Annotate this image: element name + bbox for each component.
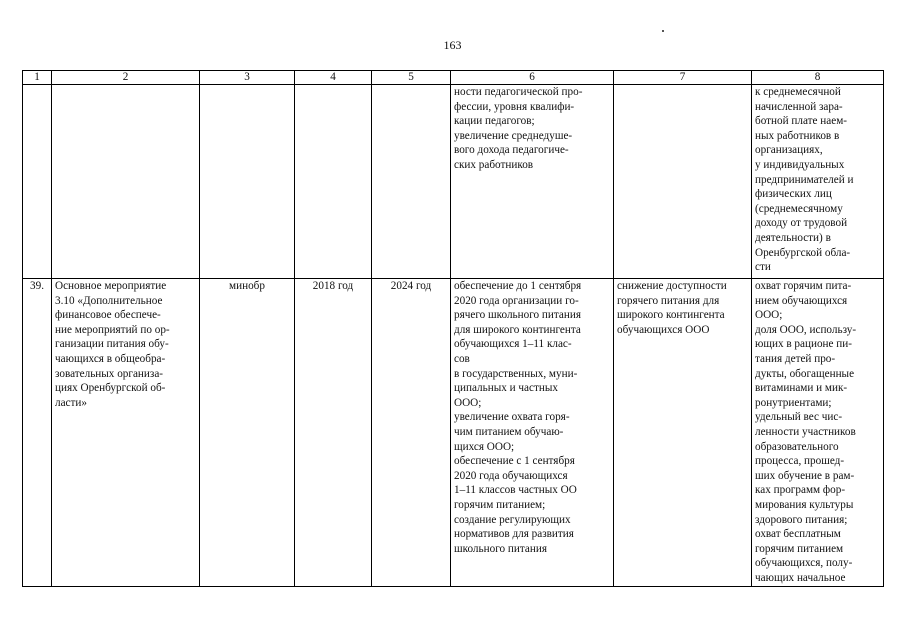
column-number: 1 [23, 71, 52, 85]
column-number: 2 [52, 71, 200, 85]
end-year: 2024 год [372, 279, 451, 587]
row-number [23, 85, 52, 279]
expected-result: обеспечение до 1 сентября 2020 года организации го- рячего школьного питания для широкого контингента обучающихся 1–11 клас- сов в государственных, муни- ципальных и частных ООО; увеличение охвата горя- чим питанием обучаю- щихся ООО; обеспечение с 1 сентября 2020 года обучающихся 1–11 классов частных ОО горячим питанием; создание регулирующих нормативов для развития школьного питания [451, 279, 614, 587]
table-row [23, 279, 884, 587]
column-number: 6 [451, 71, 614, 85]
start-year [295, 85, 372, 279]
end-year [372, 85, 451, 279]
scan-speck [662, 30, 664, 32]
column-number-row [23, 71, 884, 85]
non-implementation-consequence [614, 85, 752, 279]
non-implementation-consequence: снижение доступности горячего питания для широкого контингента обучающихся ООО [614, 279, 752, 587]
table-row [23, 85, 884, 279]
column-number: 5 [372, 71, 451, 85]
measures-table [22, 70, 884, 587]
measure-name: Основное мероприятие 3.10 «Дополнительное финансовое обеспече- ние мероприятий по ор- ганизации питания обу- чающихся в общеобра- зовательных организа- циях Оренбургской об- ласти» [52, 279, 200, 587]
related-indicator: к среднемесячной начисленной зара- ботной плате наем- ных работников в организациях, у индивидуальных предпринимателей и физических лиц (среднемесячному доходу от трудовой деятельности) в Оренбургской обла- сти [752, 85, 884, 279]
column-number: 4 [295, 71, 372, 85]
executor [200, 85, 295, 279]
measure-name [52, 85, 200, 279]
start-year: 2018 год [295, 279, 372, 587]
related-indicator: охват горячим пита- нием обучающихся ООО; доля ООО, использу- ющих в рационе пи- тания детей про- дукты, обогащенные витаминами и мик- ронутриентами; удельный вес чис- ленности участников образовательного процесса, прошед- ших обучение в рам- ках программ фор- мирования культуры здорового питания; охват бесплатным горячим питанием обучающихся, полу- чающих начальное [752, 279, 884, 587]
page-number: 163 [443, 38, 462, 52]
column-number: 3 [200, 71, 295, 85]
column-number: 7 [614, 71, 752, 85]
row-number: 39. [23, 279, 52, 587]
executor: минобр [200, 279, 295, 587]
column-number: 8 [752, 71, 884, 85]
expected-result: ности педагогической про- фессии, уровня квалифи- кации педагогов; увеличение среднедуше- вого дохода педагогиче- ских работников [451, 85, 614, 279]
